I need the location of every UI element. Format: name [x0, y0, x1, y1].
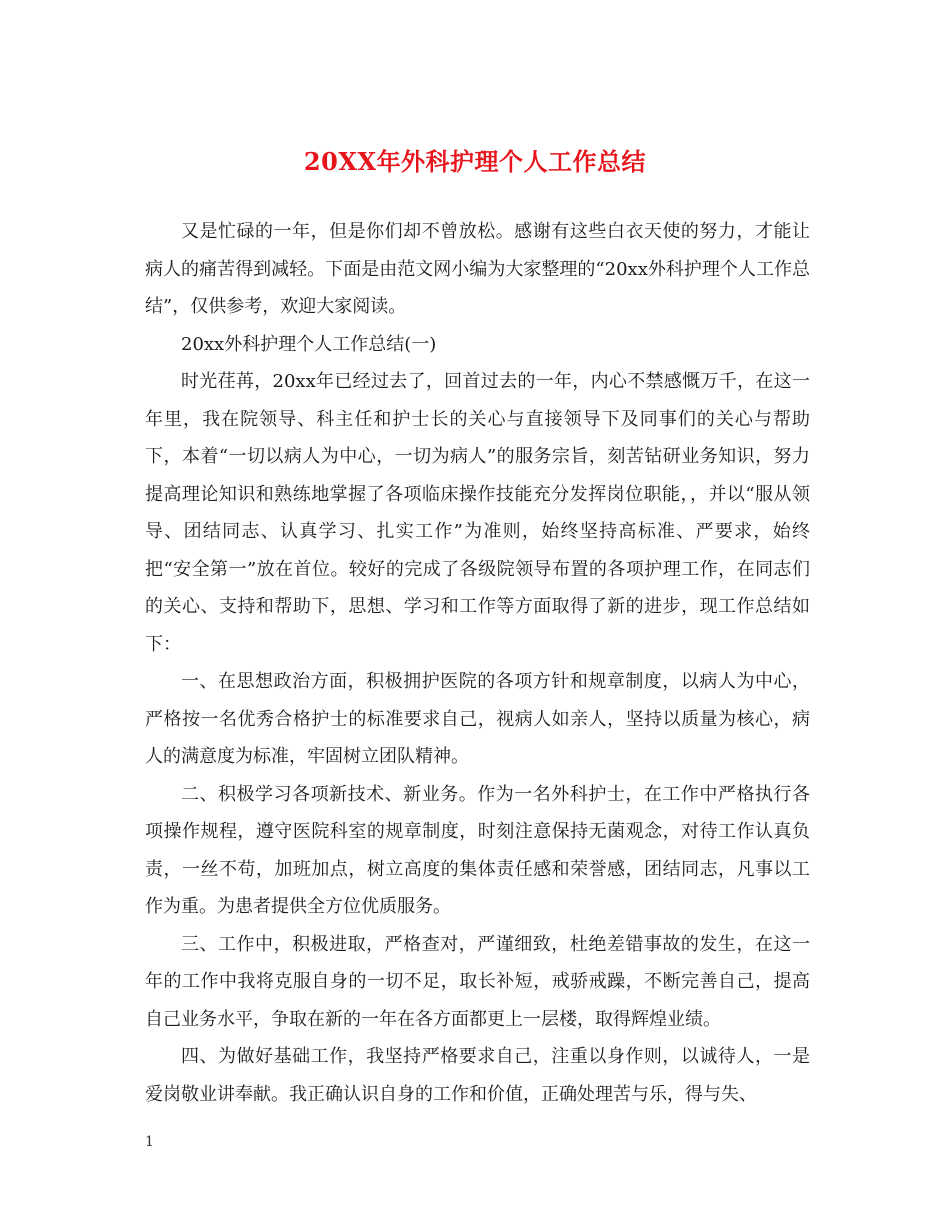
body-paragraph-point-4: 四、为做好基础工作，我坚持严格要求自己，注重以身作则，以诚待人，一是爱岗敬业讲奉献。我正确认识自身的工作和价值，正确处理苦与乐，得与失、 [145, 1046, 810, 1105]
page-title: 20XX年外科护理个人工作总结 [303, 147, 647, 176]
page-number: 1 [145, 1134, 154, 1150]
section-heading: 20xx外科护理个人工作总结(一) [181, 333, 437, 355]
document-body [145, 213, 810, 1113]
body-paragraph-summary: 时光荏苒，20xx年已经过去了，回首过去的一年，内心不禁感慨万千，在这一年里，我在院领导、科主任和护士长的关心与直接领导下及同事们的关心与帮助下，本着“一切以病人为中心，一切为病人”的服务宗旨，刻苦钻研业务知识，努力提高理论知识和熟练地掌握了各项临床操作技能充分发挥岗位职能，，并以“服从领导、团结同志、认真学习、扎实工作”为准则，始终坚持高标准、严要求，始终把“安全第一”放在首位。较好的完成了各级院领导布置的各项护理工作，在同志们的关心、支持和帮助下，思想、学习和工作等方面取得了新的进步，现工作总结如下： [145, 371, 810, 655]
intro-paragraph: 又是忙碌的一年，但是你们却不曾放松。感谢有这些白衣天使的努力，才能让病人的痛苦得到减轻。下面是由范文网小编为大家整理的“20xx外科护理个人工作总结”，仅供参考，欢迎大家阅读。 [145, 221, 810, 317]
body-paragraph-point-2: 二、积极学习各项新技术、新业务。作为一名外科护士，在工作中严格执行各项操作规程，遵守医院科室的规章制度，时刻注意保持无菌观念，对待工作认真负责，一丝不苟，加班加点，树立高度的集体责任感和荣誉感，团结同志，凡事以工作为重。为患者提供全方位优质服务。 [145, 783, 810, 917]
body-paragraph-point-3: 三、工作中，积极进取，严格查对，严谨细致，杜绝差错事故的发生，在这一年的工作中我将克服自身的一切不足，取长补短，戒骄戒躁，不断完善自己，提高自己业务水平，争取在新的一年在各方面都更上一层楼，取得辉煌业绩。 [145, 933, 810, 1030]
body-paragraph-point-1: 一、在思想政治方面，积极拥护医院的各项方针和规章制度，以病人为中心，严格按一名优秀合格护士的标准要求自己，视病人如亲人，坚持以质量为核心，病人的满意度为标准，牢固树立团队精神。 [145, 671, 810, 767]
